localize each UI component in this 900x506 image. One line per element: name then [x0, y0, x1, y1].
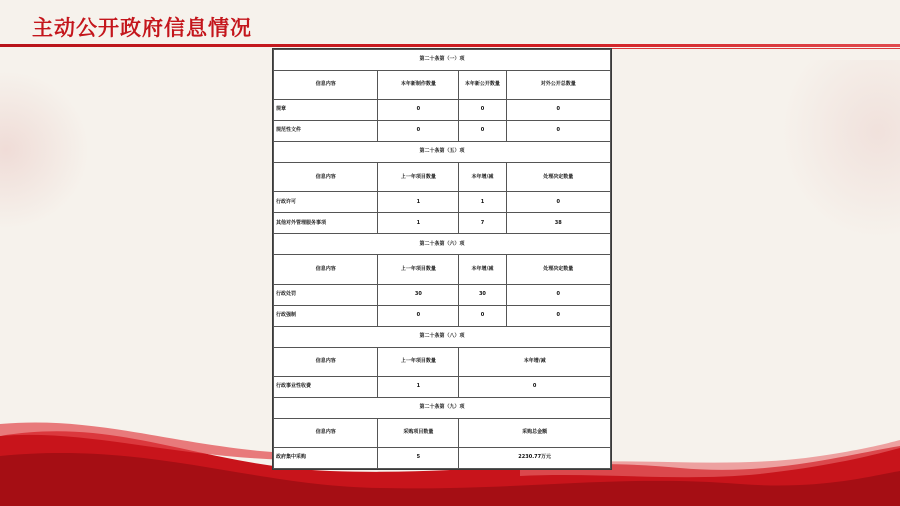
header-cell: 处理决定数量	[506, 163, 610, 192]
table-cell: 行政处罚	[274, 284, 378, 305]
table-cell: 1	[459, 192, 506, 213]
table-row	[274, 447, 611, 468]
table-cell: 规范性文件	[274, 121, 378, 142]
slide-title: 主动公开政府信息情况	[32, 16, 252, 40]
table-cell: 1	[378, 192, 459, 213]
section-title: 第二十条第（六）项	[274, 234, 611, 255]
header-cell: 上一年项目数量	[378, 347, 459, 376]
table-cell: 5	[378, 447, 459, 468]
table-cell: 0	[459, 305, 506, 326]
table-cell: 其他对外管理服务事项	[274, 213, 378, 234]
section-title-row	[274, 234, 611, 255]
table-cell: 规章	[274, 100, 378, 121]
header-cell: 本年新公开数量	[459, 71, 506, 100]
table-cell: 政府集中采购	[274, 447, 378, 468]
header-cell: 本年新制作数量	[378, 71, 459, 100]
table-cell: 0	[506, 284, 610, 305]
table-header-row	[274, 347, 611, 376]
table-header-row	[274, 71, 611, 100]
header-cell: 处理决定数量	[506, 255, 610, 284]
table-cell: 0	[459, 376, 611, 397]
table-cell: 2230.77万元	[459, 447, 611, 468]
table-cell: 行政许可	[274, 192, 378, 213]
table-cell: 0	[506, 192, 610, 213]
table-cell: 30	[459, 284, 506, 305]
header-cell: 信息内容	[274, 418, 378, 447]
header-cell: 信息内容	[274, 255, 378, 284]
table-cell: 30	[378, 284, 459, 305]
table-header-row	[274, 418, 611, 447]
table-row	[274, 305, 611, 326]
title-underline-thin	[612, 48, 900, 49]
table-cell: 7	[459, 213, 506, 234]
header-cell: 上一年项目数量	[378, 163, 459, 192]
info-disclosure-table	[273, 49, 611, 469]
background-decoration-left	[0, 70, 90, 230]
table-cell: 0	[459, 100, 506, 121]
table-cell: 行政事业性收费	[274, 376, 378, 397]
title-underline	[0, 44, 900, 47]
table-cell: 1	[378, 376, 459, 397]
header-cell: 本年增/减	[459, 163, 506, 192]
table-row	[274, 192, 611, 213]
table-row	[274, 213, 611, 234]
table-cell: 0	[506, 121, 610, 142]
header-cell: 采购项目数量	[378, 418, 459, 447]
table-cell: 0	[378, 100, 459, 121]
table-row	[274, 284, 611, 305]
background-decoration-right	[780, 60, 900, 240]
table-row	[274, 376, 611, 397]
header-cell: 采购总金额	[459, 418, 611, 447]
table-cell: 0	[378, 305, 459, 326]
header-cell: 对外公开总数量	[506, 71, 610, 100]
table-cell: 0	[506, 305, 610, 326]
section-title-row	[274, 397, 611, 418]
header-cell: 信息内容	[274, 163, 378, 192]
table-cell: 0	[459, 121, 506, 142]
table-cell: 0	[506, 100, 610, 121]
header-cell: 本年增/减	[459, 255, 506, 284]
table-row	[274, 121, 611, 142]
section-title-row	[274, 50, 611, 71]
header-cell: 信息内容	[274, 347, 378, 376]
info-disclosure-table-document	[272, 48, 612, 470]
table-cell: 1	[378, 213, 459, 234]
header-cell: 上一年项目数量	[378, 255, 459, 284]
table-row	[274, 100, 611, 121]
table-cell: 行政强制	[274, 305, 378, 326]
table-header-row	[274, 255, 611, 284]
header-cell: 本年增/减	[459, 347, 611, 376]
section-title: 第二十条第（八）项	[274, 326, 611, 347]
section-title: 第二十条第（五）项	[274, 142, 611, 163]
section-title: 第二十条第（一）项	[274, 50, 611, 71]
section-title-row	[274, 142, 611, 163]
section-title-row	[274, 326, 611, 347]
section-title: 第二十条第（九）项	[274, 397, 611, 418]
table-cell: 0	[378, 121, 459, 142]
header-cell: 信息内容	[274, 71, 378, 100]
table-cell: 38	[506, 213, 610, 234]
table-header-row	[274, 163, 611, 192]
